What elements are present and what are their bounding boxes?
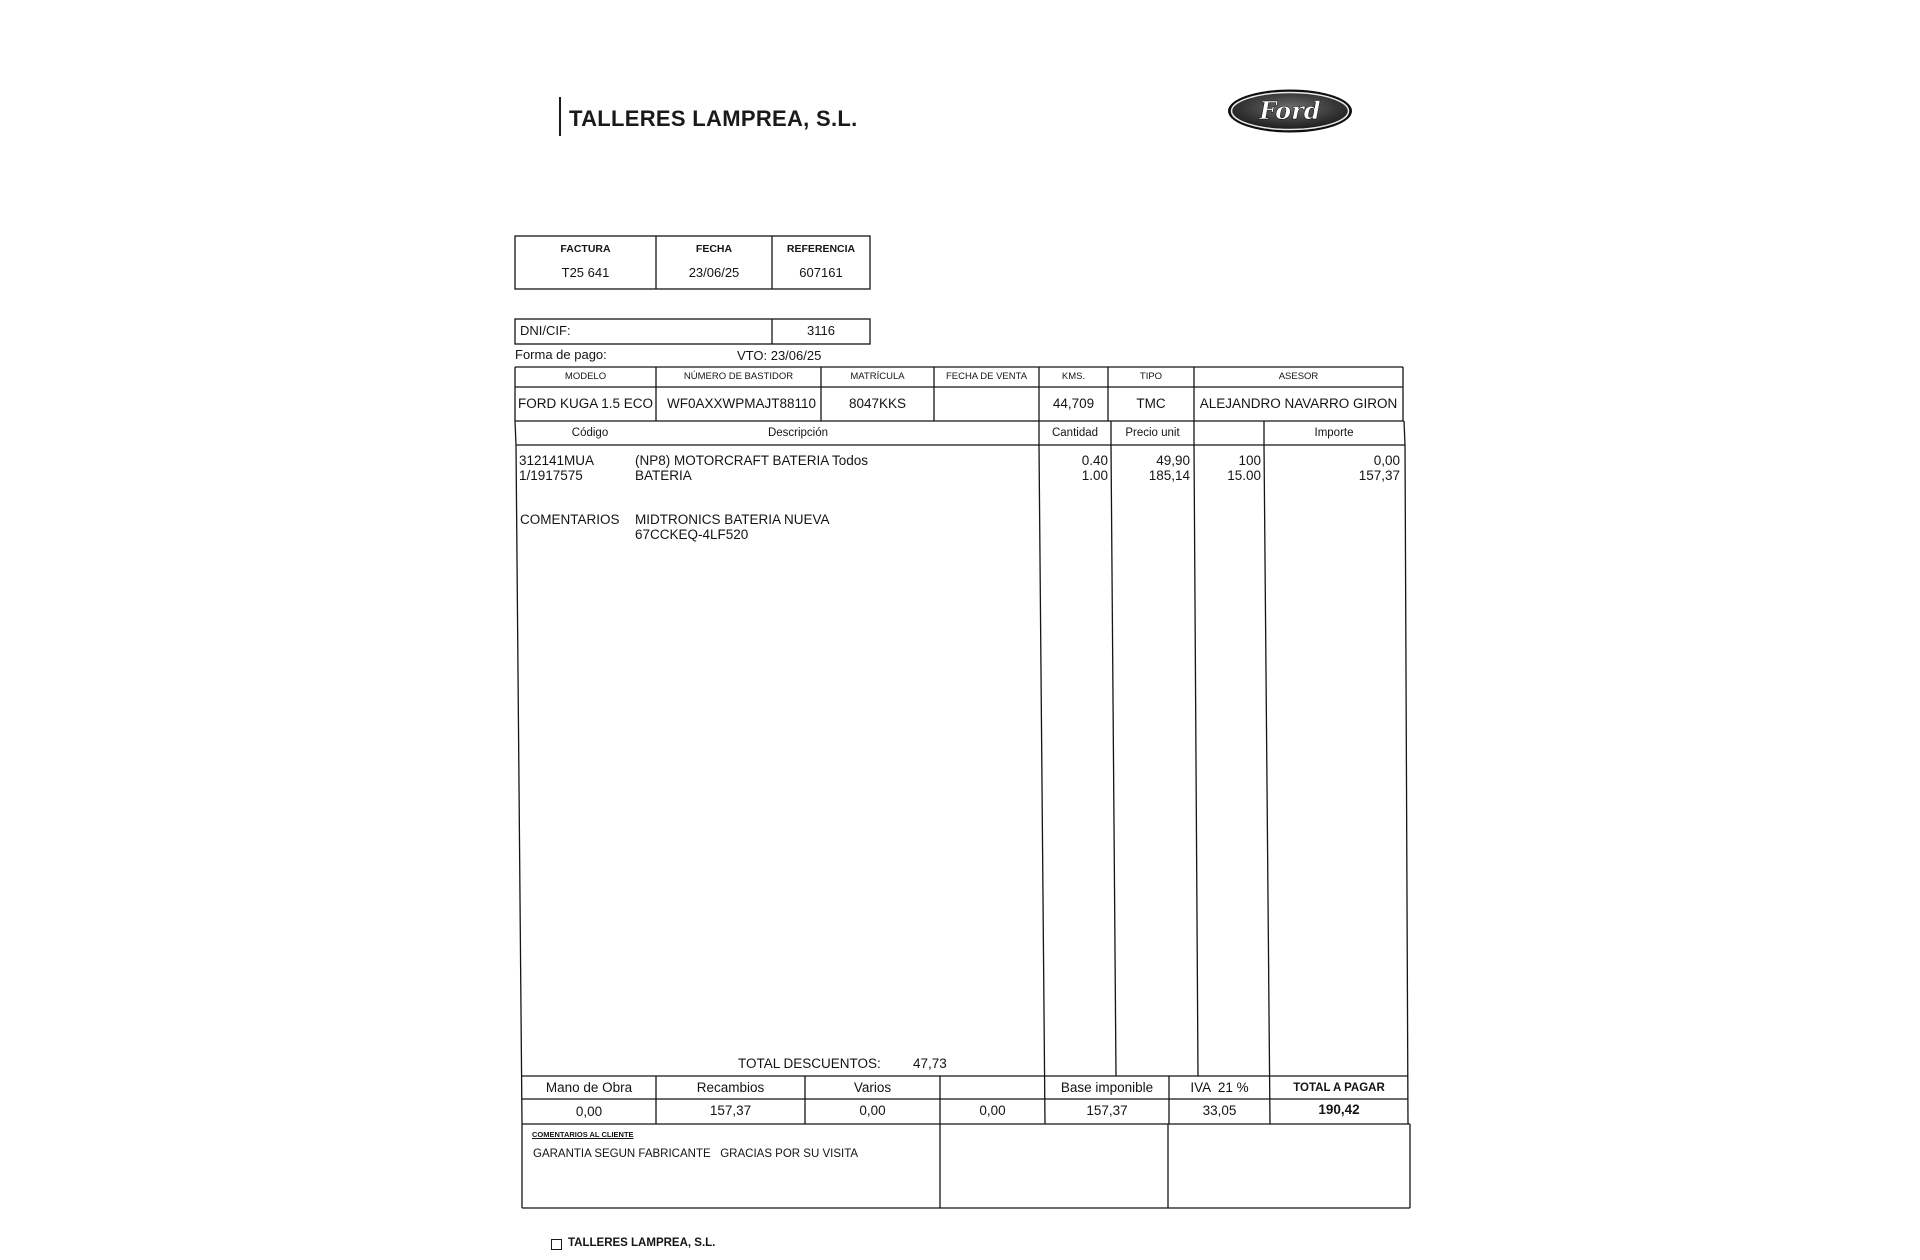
vehicle-header-plate: MATRÍCULA	[850, 371, 905, 382]
vehicle-advisor: ALEJANDRO NAVARRO GIRON	[1199, 396, 1398, 411]
invoice-date-header: FECHA	[695, 243, 733, 255]
ford-logo-text: Ford	[1259, 96, 1321, 125]
total-discounts-label: TOTAL DESCUENTOS:	[738, 1056, 881, 1071]
item-quantity: 0.40	[1081, 453, 1108, 468]
checkbox-icon	[551, 1239, 562, 1250]
item-code: 312141MUA	[519, 453, 595, 468]
invoice-reference: 607161	[799, 265, 843, 280]
items-header-unit-price: Precio unit	[1125, 427, 1180, 439]
totals-labour: 0,00	[575, 1104, 603, 1119]
vehicle-header-sale-date: FECHA DE VENTA	[945, 371, 1028, 382]
vehicle-type: TMC	[1136, 396, 1166, 411]
customer-comments-title: COMENTARIOS AL CLIENTE	[532, 1130, 634, 1139]
comments-line: MIDTRONICS BATERIA NUEVA	[635, 512, 830, 527]
totals-grand-total: 190,42	[1318, 1102, 1360, 1117]
vehicle-kms: 44,709	[1052, 396, 1095, 411]
totals-vat: 33,05	[1202, 1103, 1237, 1118]
vehicle-header-kms: KMS.	[1061, 371, 1086, 382]
item-unit-price: 185,14	[1148, 468, 1190, 483]
totals-header-vat: IVA 21 %	[1190, 1080, 1249, 1095]
items-header-description: Descripción	[767, 427, 829, 439]
invoice-number: T25 641	[561, 265, 610, 280]
totals-header-labour: Mano de Obra	[545, 1080, 633, 1095]
total-discounts-value: 47,73	[913, 1056, 947, 1071]
due-date: VTO: 23/06/25	[737, 348, 822, 363]
item-code: 1/1917575	[519, 468, 583, 483]
totals-tax-base: 157,37	[1086, 1103, 1128, 1118]
invoice-date: 23/06/25	[688, 265, 740, 280]
dni-value: 3116	[807, 323, 835, 338]
totals-header-misc: Varios	[853, 1080, 892, 1095]
comments-line: 67CCKEQ-4LF520	[635, 527, 749, 542]
totals-header-grand-total: TOTAL A PAGAR	[1293, 1082, 1385, 1094]
vehicle-header-advisor: ASESOR	[1278, 371, 1319, 382]
item-amount: 0,00	[1373, 453, 1400, 468]
vehicle-header-vin: NÚMERO DE BASTIDOR	[683, 371, 794, 382]
items-header-quantity: Cantidad	[1051, 427, 1099, 439]
vehicle-header-model: MODELO	[564, 371, 607, 382]
customer-comments-lines	[522, 1124, 1410, 1208]
items-header-code: Código	[571, 427, 609, 439]
customer-comments-text: GARANTIA SEGUN FABRICANTE GRACIAS POR SU VISITA	[533, 1148, 859, 1160]
item-quantity: 1.00	[1081, 468, 1108, 483]
items-body-lines	[516, 445, 1408, 1124]
item-discount: 15.00	[1227, 468, 1261, 483]
footer-company-name: TALLERES LAMPREA, S.L.	[568, 1237, 716, 1249]
item-unit-price: 49,90	[1156, 453, 1190, 468]
totals-parts: 157,37	[709, 1103, 752, 1118]
vehicle-model: FORD KUGA 1.5 ECO	[518, 396, 654, 411]
comments-label: COMENTARIOS	[520, 512, 620, 527]
totals-other: 0,00	[979, 1103, 1006, 1118]
vehicle-header-type: TIPO	[1139, 371, 1163, 382]
item-description: (NP8) MOTORCRAFT BATERIA Todos	[635, 453, 869, 468]
dni-label: DNI/CIF:	[520, 323, 571, 338]
invoice-reference-header: REFERENCIA	[786, 243, 856, 255]
vehicle-plate: 8047KKS	[848, 396, 907, 411]
payment-label: Forma de pago:	[515, 347, 607, 362]
totals-header-parts: Recambios	[696, 1080, 765, 1095]
items-header-amount: Importe	[1314, 427, 1354, 439]
vehicle-vin: WF0AXXWPMAJT88110	[667, 396, 817, 411]
item-discount: 100	[1238, 453, 1261, 468]
totals-misc: 0,00	[859, 1103, 886, 1118]
item-amount: 157,37	[1358, 468, 1400, 483]
totals-header-tax-base: Base imponible	[1060, 1080, 1154, 1095]
invoice-number-header: FACTURA	[560, 243, 611, 255]
item-description: BATERIA	[635, 468, 692, 483]
company-name: TALLERES LAMPREA, S.L.	[569, 106, 858, 131]
